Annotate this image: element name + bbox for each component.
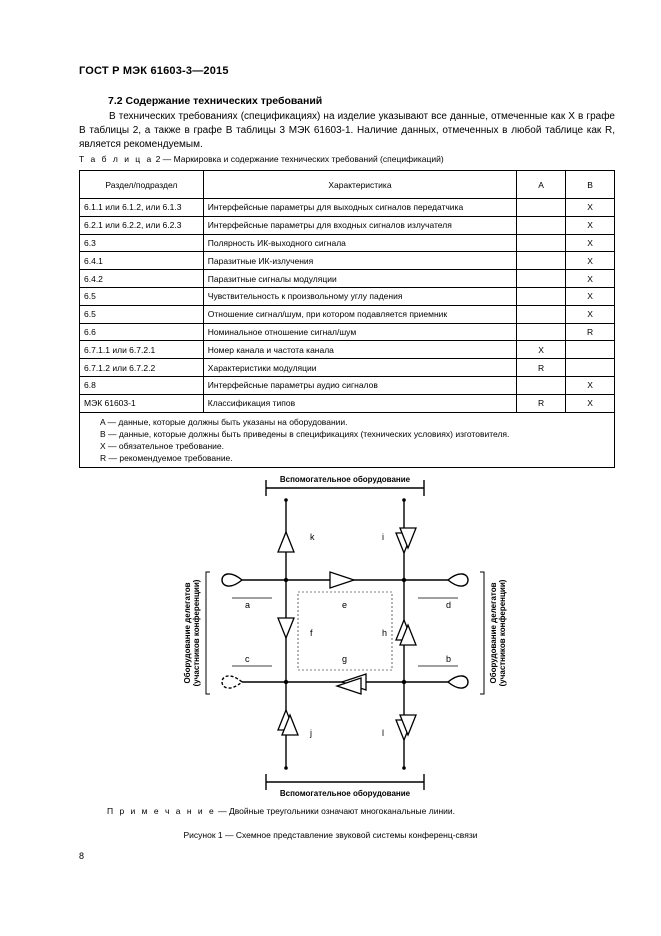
cell-section: 6.5	[80, 287, 204, 305]
amplifier-f-icon	[278, 618, 294, 638]
label-k: k	[310, 532, 315, 542]
table-row	[80, 359, 615, 377]
table-caption-text: 2 — Маркировка и содержание технических требований (спецификаций)	[153, 154, 444, 164]
table-caption	[79, 154, 444, 164]
cell-a	[517, 252, 566, 270]
figure-caption: Рисунок 1 — Схемное представление звуковой системы конференц-связи	[183, 830, 478, 840]
cell-section: 6.8	[80, 376, 204, 394]
col-header-section: Раздел/подраздел	[80, 171, 204, 199]
cell-b: X	[566, 252, 615, 270]
label-e: e	[342, 600, 348, 610]
cell-characteristic: Характеристики модуляции	[203, 359, 516, 377]
cell-characteristic: Номинальное отношение сигнал/шум	[203, 323, 516, 341]
cell-a	[517, 216, 566, 234]
figure-note-text: — Двойные треугольники означают многоканальные линии.	[215, 806, 455, 816]
spec-table	[79, 170, 615, 468]
table-legend-row	[80, 412, 615, 467]
label-j: j	[310, 728, 312, 738]
cell-a: R	[517, 359, 566, 377]
cell-b: X	[566, 234, 615, 252]
junction-dot	[284, 766, 288, 770]
cell-section: 6.1.1 или 6.1.2, или 6.1.3	[80, 199, 204, 217]
cell-b: X	[566, 287, 615, 305]
cell-b: X	[566, 270, 615, 288]
table-row	[80, 376, 615, 394]
junction-dot	[402, 578, 406, 582]
cell-section: 6.7.1.1 или 6.7.2.1	[80, 341, 204, 359]
left-delegate-label-2: (участников конференции)	[192, 579, 201, 687]
earphone-d-icon	[448, 574, 468, 586]
label-h: h	[382, 628, 388, 638]
cell-characteristic: Интерфейсные параметры для входных сигналов излучателя	[203, 216, 516, 234]
cell-characteristic: Отношение сигнал/шум, при котором подавляется приемник	[203, 305, 516, 323]
cell-characteristic: Полярность ИК-выходного сигнала	[203, 234, 516, 252]
col-header-characteristic: Характеристика	[203, 171, 516, 199]
cell-section: МЭК 61603-1	[80, 394, 204, 412]
cell-a	[517, 199, 566, 217]
section-title: 7.2 Содержание технических требований	[108, 95, 323, 107]
col-header-b: B	[566, 171, 615, 199]
cell-a	[517, 323, 566, 341]
table-row	[80, 394, 615, 412]
table-row	[80, 270, 615, 288]
junction-dot	[284, 498, 288, 502]
cell-b: X	[566, 305, 615, 323]
cell-b: X	[566, 394, 615, 412]
cell-characteristic: Номер канала и частота канала	[203, 341, 516, 359]
left-delegate-label-1: Оборудование делегатов	[183, 582, 192, 684]
right-delegate-label-2: (участников конференции)	[498, 579, 507, 687]
document-header: ГОСТ Р МЭК 61603-3—2015	[79, 65, 229, 77]
legend-line: R — рекомендуемое требование.	[100, 452, 233, 463]
table-row	[80, 234, 615, 252]
col-header-a: A	[517, 171, 566, 199]
cell-b: X	[566, 199, 615, 217]
cell-a	[517, 305, 566, 323]
cell-section: 6.2.1 или 6.2.2, или 6.2.3	[80, 216, 204, 234]
table-body	[80, 199, 615, 413]
table-row	[80, 199, 615, 217]
right-delegate-label-1: Оборудование делегатов	[489, 582, 498, 684]
junction-dot	[402, 766, 406, 770]
cell-b: X	[566, 216, 615, 234]
cell-characteristic: Классификация типов	[203, 394, 516, 412]
page-number: 8	[79, 851, 85, 861]
cell-b: X	[566, 376, 615, 394]
label-a: a	[245, 600, 251, 610]
legend-line: B — данные, которые должны быть приведены в спецификациях (технических условиях) изготовителя.	[100, 428, 510, 439]
label-l: l	[382, 728, 384, 738]
cell-b: R	[566, 323, 615, 341]
cell-characteristic: Интерфейсные параметры аудио сигналов	[203, 376, 516, 394]
table-row	[80, 287, 615, 305]
legend-line: A — данные, которые должны быть указаны на оборудовании.	[100, 416, 348, 427]
table-row	[80, 341, 615, 359]
cell-section: 6.4.2	[80, 270, 204, 288]
table-row	[80, 252, 615, 270]
conference-system-diagram	[170, 470, 530, 800]
label-b: b	[446, 654, 452, 664]
cell-b	[566, 359, 615, 377]
cell-characteristic: Паразитные ИК-излучения	[203, 252, 516, 270]
junction-dot	[284, 680, 288, 684]
label-f: f	[310, 628, 313, 638]
legend-line: X — обязательное требование.	[100, 440, 225, 451]
amplifier-e-icon	[330, 572, 354, 588]
cell-a	[517, 270, 566, 288]
amplifier-k-icon	[278, 532, 294, 552]
left-bracket	[206, 572, 210, 694]
table-row	[80, 305, 615, 323]
bottom-aux-label: Вспомогательное оборудование	[279, 789, 411, 798]
top-aux-label: Вспомогательное оборудование	[279, 475, 411, 484]
cell-section: 6.6	[80, 323, 204, 341]
cell-characteristic: Интерфейсные параметры для выходных сигналов передатчика	[203, 199, 516, 217]
figure-note	[107, 806, 455, 816]
junction-dot	[402, 680, 406, 684]
figure-note-prefix: П р и м е ч а н и е	[107, 806, 216, 816]
right-bracket	[480, 572, 484, 694]
cell-section: 6.7.1.2 или 6.7.2.2	[80, 359, 204, 377]
table-row	[80, 323, 615, 341]
label-i: i	[382, 532, 384, 542]
table-header-row	[80, 171, 615, 199]
table-legend	[80, 412, 615, 467]
mic-a-icon	[222, 574, 242, 586]
cell-characteristic: Паразитные сигналы модуляции	[203, 270, 516, 288]
label-d: d	[446, 600, 452, 610]
label-c: c	[245, 654, 250, 664]
section-paragraph: В технических требованиях (спецификациях) на изделие указывают все данные, отмеченные как X в графе В таблицы 2, а также в графе В таблицы 3 МЭК 61603-1. Наличие данных, отмеченных в любой таблице как R, является рекомендуемым.	[79, 111, 615, 150]
table-caption-prefix: Т а б л и ц а	[79, 154, 154, 164]
cell-a	[517, 287, 566, 305]
junction-dot	[402, 498, 406, 502]
cell-section: 6.3	[80, 234, 204, 252]
cell-a: R	[517, 394, 566, 412]
junction-dot	[284, 578, 288, 582]
earphone-c-icon	[222, 676, 242, 688]
cell-a	[517, 234, 566, 252]
cell-characteristic: Чувствительность к произвольному углу падения	[203, 287, 516, 305]
cell-a	[517, 376, 566, 394]
label-g: g	[342, 654, 348, 664]
cell-section: 6.5	[80, 305, 204, 323]
mic-b-icon	[448, 676, 468, 688]
cell-section: 6.4.1	[80, 252, 204, 270]
table-row	[80, 216, 615, 234]
cell-b	[566, 341, 615, 359]
cell-a: X	[517, 341, 566, 359]
